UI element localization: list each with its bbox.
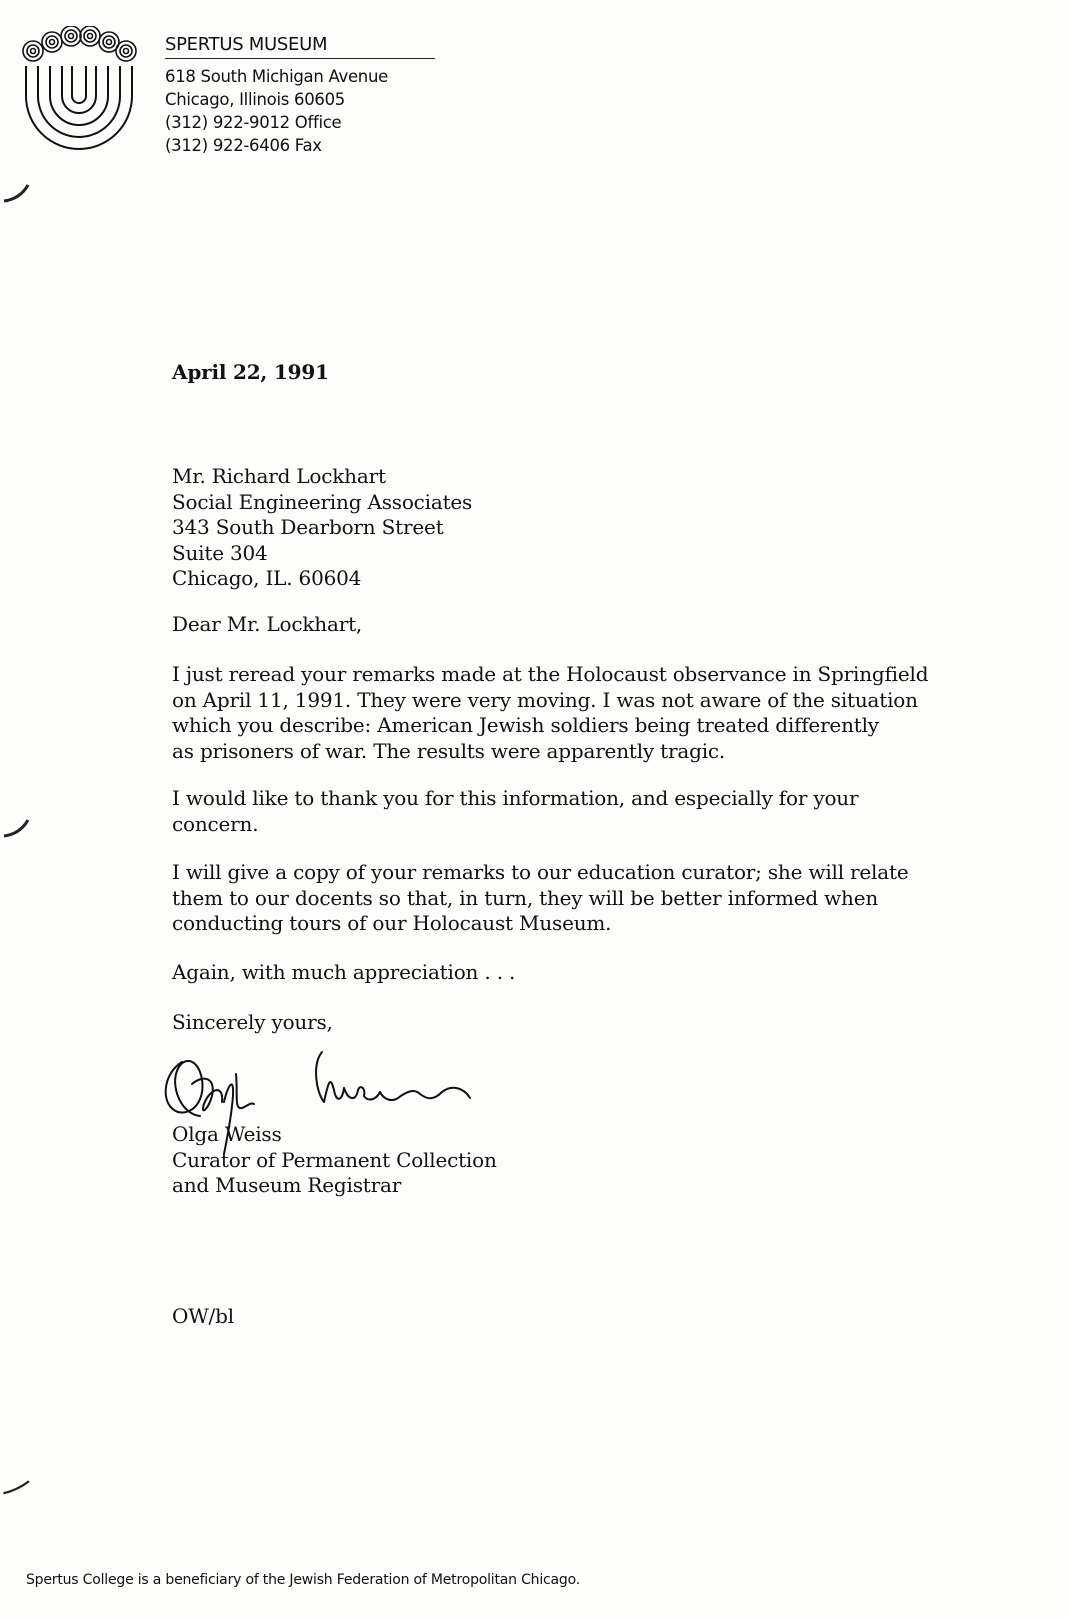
punch-hole-mark: [2, 812, 32, 842]
punch-hole-mark: [2, 175, 32, 205]
recipient-suite: Suite 304: [172, 540, 268, 565]
closing-line: Again, with much appreciation . . .: [172, 960, 516, 984]
punch-hole-mark: [2, 1470, 32, 1500]
paragraph-line: I would like to thank you for this information, and especially for your: [172, 786, 859, 810]
signature-block: [172, 1122, 497, 1199]
typist-initials: OW/bl: [172, 1304, 234, 1328]
footer-note: Spertus College is a beneficiary of the Jewish Federation of Metropolitan Chicago.: [26, 1572, 580, 1588]
paragraph-line: concern.: [172, 811, 259, 836]
salutation: Dear Mr. Lockhart,: [172, 612, 363, 636]
signer-title: Curator of Permanent Collection: [172, 1147, 497, 1172]
recipient-address: [172, 464, 472, 592]
fax-number: (312) 922-6406 Fax: [165, 136, 322, 155]
paragraph-2: [172, 786, 1032, 837]
organization-name: SPERTUS MUSEUM: [165, 34, 435, 59]
recipient-name: Mr. Richard Lockhart: [172, 464, 386, 488]
paragraph-line: I just reread your remarks made at the Holocaust observance in Springfield: [172, 662, 929, 686]
recipient-street: 343 South Dearborn Street: [172, 515, 444, 539]
spertus-logo-icon: [20, 26, 138, 150]
letter-date: April 22, 1991: [172, 360, 329, 384]
recipient-city: Chicago, IL. 60604: [172, 566, 362, 590]
sign-off: Sincerely yours,: [172, 1010, 333, 1034]
city-state: Chicago, Illinois 60605: [165, 90, 345, 109]
paragraph-line: as prisoners of war. The results were apparently tragic.: [172, 738, 726, 763]
recipient-company: Social Engineering Associates: [172, 489, 473, 514]
signer-name: Olga Weiss: [172, 1122, 282, 1146]
office-phone: (312) 922-9012 Office: [165, 113, 342, 132]
paragraph-line: them to our docents so that, in turn, they will be better informed when: [172, 885, 879, 910]
street-address: 618 South Michigan Avenue: [165, 67, 388, 86]
paragraph-line: which you describe: American Jewish soldiers being treated differently: [172, 713, 879, 737]
paragraph-line: I will give a copy of your remarks to our education curator; she will relate: [172, 860, 909, 884]
letterhead: [20, 26, 440, 166]
signer-title: and Museum Registrar: [172, 1173, 402, 1197]
paragraph-3: [172, 860, 1032, 937]
paragraph-line: conducting tours of our Holocaust Museum.: [172, 911, 612, 935]
paragraph-line: on April 11, 1991. They were very moving. I was not aware of the situation: [172, 687, 918, 712]
paragraph-1: [172, 662, 1032, 764]
